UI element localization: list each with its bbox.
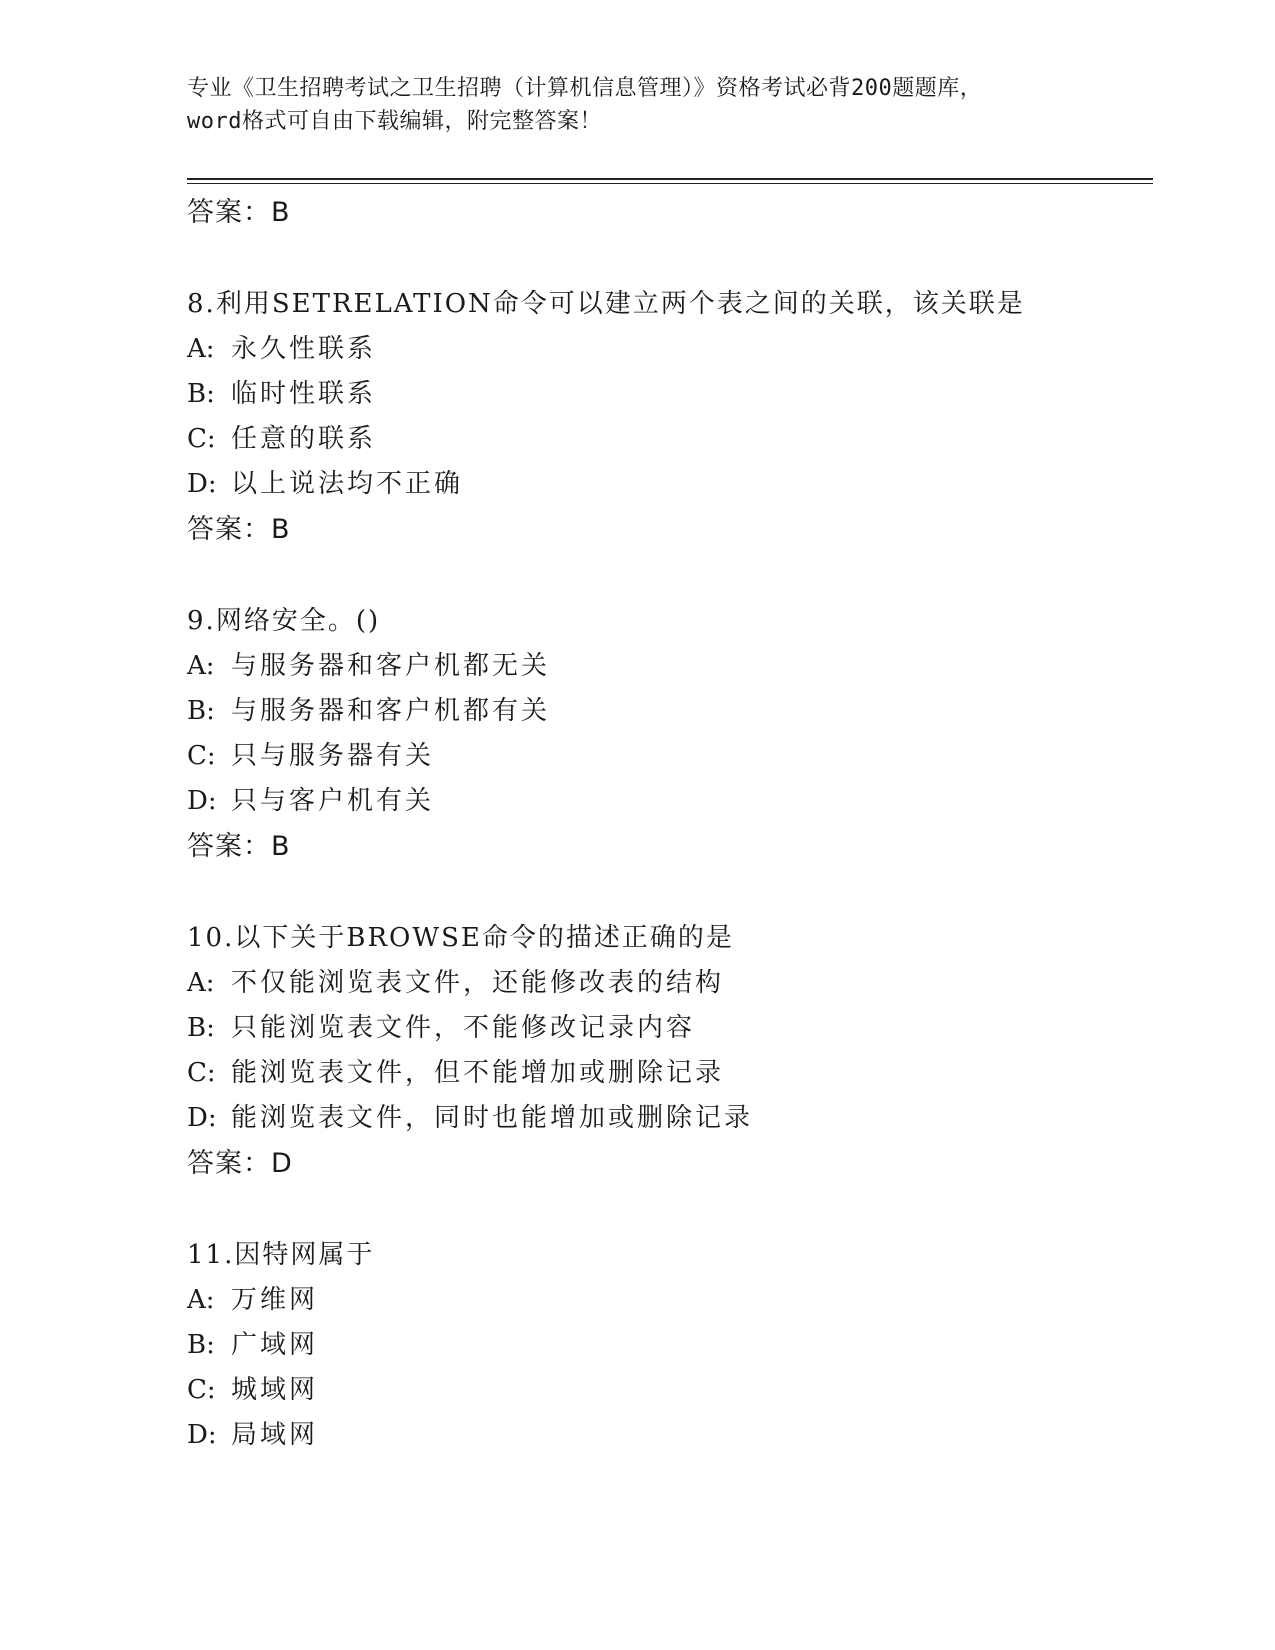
header-divider-thick <box>187 178 1153 180</box>
option-text: 永久性联系 <box>231 334 377 364</box>
option-c <box>187 734 1137 779</box>
header-line-1: 专业《卫生招聘考试之卫生招聘（计算机信息管理）》资格考试必背200题题库， <box>187 76 983 101</box>
question-list <box>187 190 1137 1458</box>
answer-separator: ： <box>243 197 271 228</box>
option-d <box>187 1413 1137 1458</box>
option-text: 与服务器和客户机都有关 <box>231 696 551 726</box>
option-text: 任意的联系 <box>231 424 377 454</box>
question-number: 11. <box>187 1240 235 1270</box>
question-11 <box>187 1233 1137 1278</box>
option-key: D: <box>187 1103 217 1133</box>
option-text: 只能浏览表文件，不能修改记录内容 <box>231 1013 696 1043</box>
option-key: B: <box>187 1330 215 1360</box>
answer-line <box>187 1141 1137 1186</box>
option-c <box>187 417 1137 462</box>
option-b <box>187 1323 1137 1368</box>
option-key: B: <box>187 1013 215 1043</box>
question-text: 利用SETRELATION命令可以建立两个表之间的关联，该关联是 <box>215 289 1025 319</box>
option-key: D: <box>187 469 217 499</box>
question-text: 网络安全。() <box>215 606 381 636</box>
option-a <box>187 327 1137 372</box>
option-d <box>187 779 1137 824</box>
question-text: 因特网属于 <box>234 1240 375 1270</box>
option-key: A: <box>187 968 215 998</box>
option-c <box>187 1368 1137 1413</box>
answer-separator: ： <box>243 1148 271 1179</box>
option-text: 广域网 <box>231 1330 319 1360</box>
option-d <box>187 462 1137 507</box>
option-c <box>187 1051 1137 1096</box>
option-key: A: <box>187 651 215 681</box>
option-key: D: <box>187 1420 217 1450</box>
header-line-2: word格式可自由下载编辑，附完整答案！ <box>187 109 602 134</box>
spacer <box>187 235 1137 282</box>
answer-label: 答案 <box>187 197 243 228</box>
option-text: 只与服务器有关 <box>231 741 435 771</box>
answer-label: 答案 <box>187 1148 243 1179</box>
spacer <box>187 869 1137 916</box>
option-text: 局域网 <box>231 1420 319 1450</box>
question-10 <box>187 916 1137 961</box>
option-text: 与服务器和客户机都无关 <box>231 651 551 681</box>
option-text: 不仅能浏览表文件，还能修改表的结构 <box>231 968 725 998</box>
answer-label: 答案 <box>187 514 243 545</box>
option-text: 能浏览表文件，但不能增加或删除记录 <box>231 1058 725 1088</box>
option-text: 以上说法均不正确 <box>231 469 464 499</box>
answer-value: D <box>271 1148 293 1179</box>
option-key: C: <box>187 1375 216 1405</box>
question-number: 10. <box>187 923 235 953</box>
question-text: 以下关于BROWSE命令的描述正确的是 <box>234 923 734 953</box>
option-d <box>187 1096 1137 1141</box>
question-9 <box>187 599 1137 644</box>
answer-value: B <box>271 514 291 545</box>
option-text: 城域网 <box>231 1375 319 1405</box>
option-key: C: <box>187 1058 216 1088</box>
option-a <box>187 961 1137 1006</box>
option-text: 能浏览表文件，同时也能增加或删除记录 <box>231 1103 754 1133</box>
question-8 <box>187 282 1137 327</box>
document-header <box>187 72 1087 138</box>
answer-line <box>187 190 1137 235</box>
option-key: B: <box>187 696 215 726</box>
option-b <box>187 689 1137 734</box>
answer-separator: ： <box>243 831 271 862</box>
answer-label: 答案 <box>187 831 243 862</box>
option-key: C: <box>187 741 216 771</box>
header-divider-thin <box>187 183 1153 184</box>
option-key: B: <box>187 379 215 409</box>
option-text: 只与客户机有关 <box>231 786 435 816</box>
question-number: 8. <box>187 289 216 319</box>
option-key: A: <box>187 1285 215 1315</box>
option-text: 万维网 <box>231 1285 319 1315</box>
option-text: 临时性联系 <box>231 379 377 409</box>
answer-value: B <box>271 197 291 228</box>
question-number: 9. <box>187 606 216 636</box>
answer-line <box>187 824 1137 869</box>
spacer <box>187 1186 1137 1233</box>
option-key: D: <box>187 786 217 816</box>
answer-line <box>187 507 1137 552</box>
option-key: A: <box>187 334 215 364</box>
option-a <box>187 1278 1137 1323</box>
option-b <box>187 372 1137 417</box>
answer-value: B <box>271 831 291 862</box>
answer-separator: ： <box>243 514 271 545</box>
spacer <box>187 552 1137 599</box>
option-b <box>187 1006 1137 1051</box>
option-key: C: <box>187 424 216 454</box>
option-a <box>187 644 1137 689</box>
